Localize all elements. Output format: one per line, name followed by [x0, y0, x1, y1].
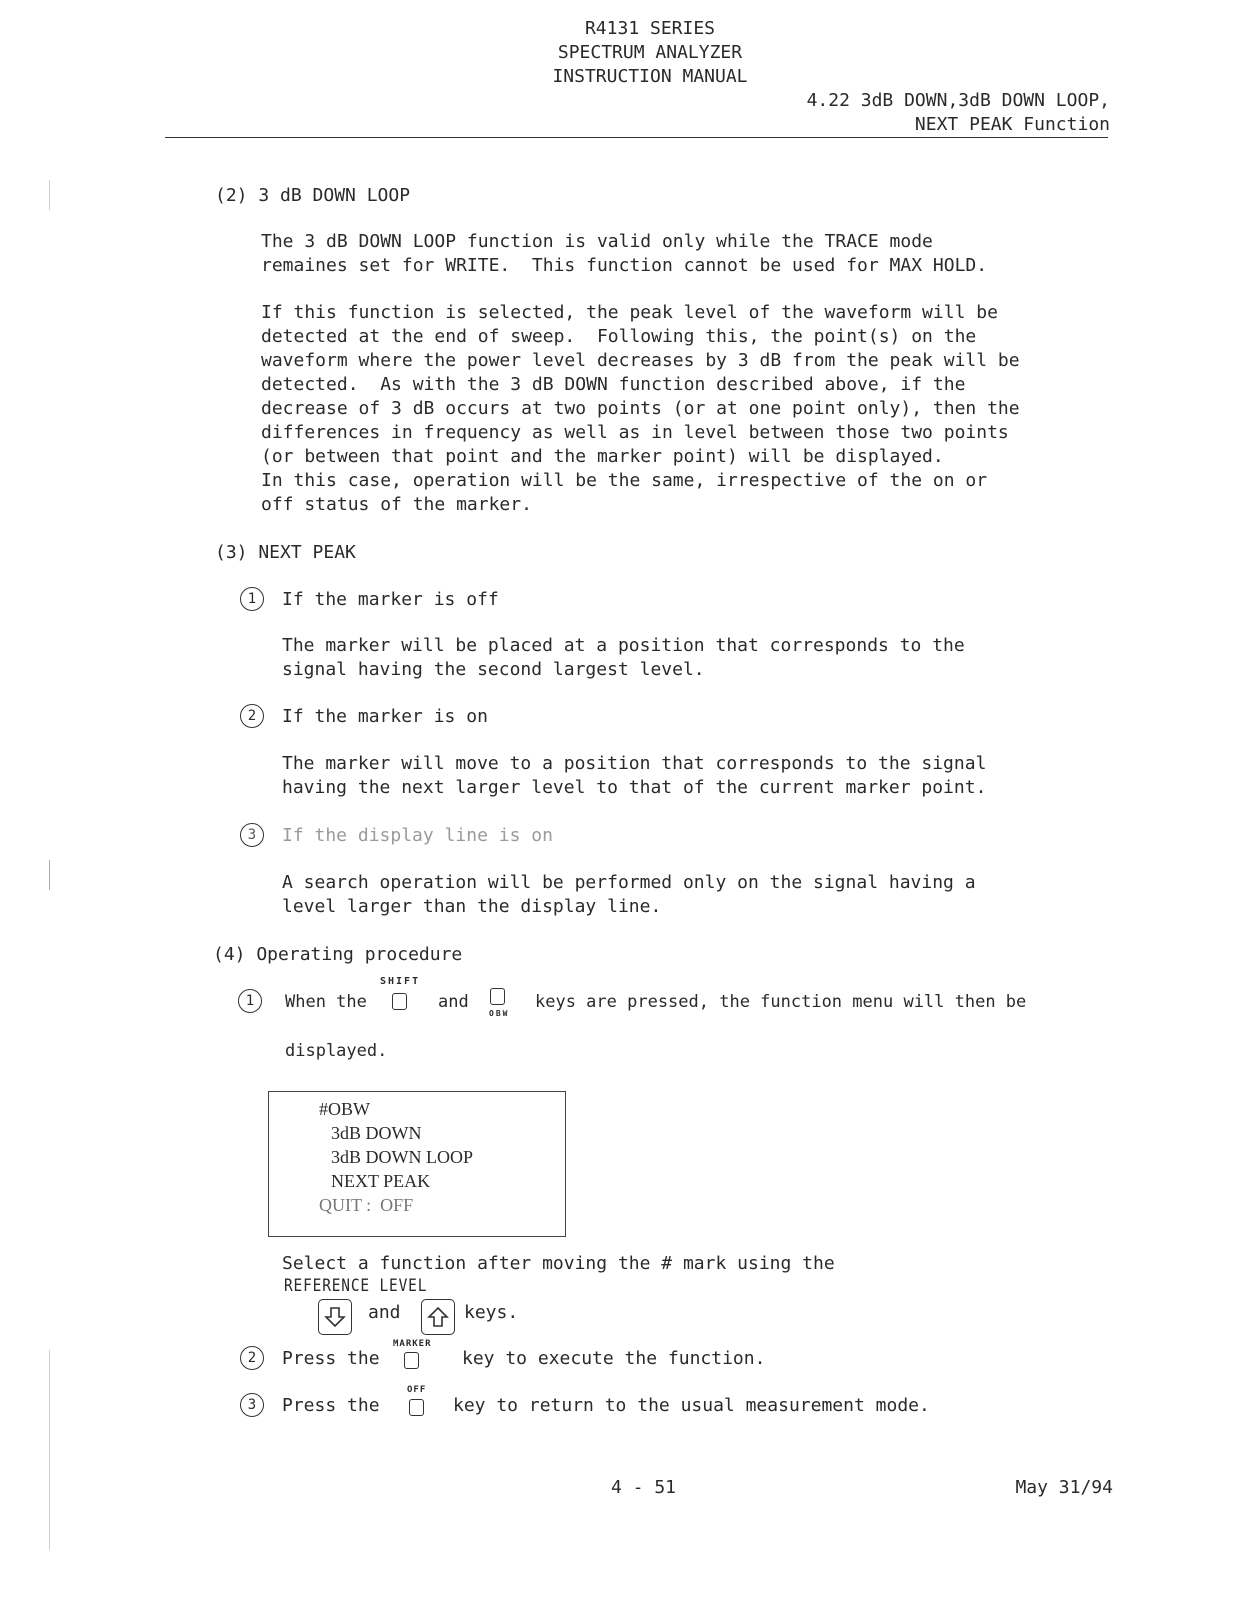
s2-p2-line: If this function is selected, the peak level of the waveform will be — [261, 302, 998, 323]
header-product: SPECTRUM ANALYZER — [557, 42, 743, 63]
step2-rest: key to execute the function. — [462, 1348, 766, 1369]
shift-key-icon — [392, 993, 407, 1010]
header-doc-type: INSTRUCTION MANUAL — [552, 66, 748, 87]
up-arrow-icon — [426, 1305, 450, 1329]
s2-p2-line: detected at the end of sweep. Following this, the point(s) on the — [261, 326, 977, 347]
step-number-circle: 3 — [240, 1393, 264, 1417]
obw-key-icon — [490, 988, 505, 1005]
revision-date: May 31/94 — [1015, 1477, 1113, 1498]
section-2-heading: (2) 3 dB DOWN LOOP — [215, 185, 411, 206]
page-number: 4 - 51 — [611, 1477, 677, 1498]
menu-item-3db-down-loop: 3dB DOWN LOOP — [331, 1147, 473, 1167]
margin-mark — [49, 180, 50, 210]
s3-item-body: having the next larger level to that of the current marker point. — [282, 777, 987, 798]
header-rule — [165, 137, 1108, 138]
s3-item-title: If the display line is on — [282, 825, 553, 846]
menu-item-next-peak: NEXT PEAK — [331, 1171, 431, 1191]
menu-item-quit: QUIT : OFF — [319, 1195, 414, 1215]
s2-p2-line: differences in frequency as well as in level between those two points — [261, 422, 1009, 443]
step1-text-rest: keys are pressed, the function menu will then be — [535, 992, 1027, 1012]
s2-p1-line: remaines set for WRITE. This function cannot be used for MAX HOLD. — [261, 255, 988, 276]
s3-item-body: level larger than the display line. — [282, 896, 662, 917]
down-arrow-icon — [323, 1305, 347, 1329]
section-title-line2: NEXT PEAK Function — [914, 114, 1110, 135]
menu-item-3db-down: 3dB DOWN — [331, 1123, 422, 1143]
step2-press: Press the — [282, 1348, 380, 1369]
margin-mark — [49, 1350, 50, 1550]
marker-key-icon — [404, 1352, 419, 1369]
section-title-line1: 4.22 3dB DOWN,3dB DOWN LOOP, — [806, 90, 1110, 111]
select-instruction: Select a function after moving the # mark using the — [282, 1253, 835, 1274]
section-3-heading: (3) NEXT PEAK — [215, 542, 356, 563]
step-number-circle: 1 — [238, 989, 262, 1013]
section-4-heading: (4) Operating procedure — [213, 944, 463, 965]
s2-p2-line: waveform where the power level decreases by 3 dB from the peak will be — [261, 350, 1020, 371]
menu-item-obw: #OBW — [319, 1099, 370, 1119]
step1-text-when: When the — [285, 992, 367, 1012]
s3-item-body: The marker will move to a position that corresponds to the signal — [282, 753, 987, 774]
keys-text: keys. — [464, 1302, 519, 1323]
s3-item-title: If the marker is on — [282, 706, 488, 727]
s3-item-title: If the marker is off — [282, 589, 499, 610]
off-key-label: OFF — [407, 1385, 427, 1395]
s2-p2-line: In this case, operation will be the same, irrespective of the on or — [261, 470, 988, 491]
step-number-circle: 1 — [240, 587, 264, 611]
s2-p1-line: The 3 dB DOWN LOOP function is valid only while the TRACE mode — [261, 231, 933, 252]
s2-p2-line: detected. As with the 3 dB DOWN function described above, if the — [261, 374, 966, 395]
s3-item-body: signal having the second largest level. — [282, 659, 705, 680]
up-arrow-key — [421, 1299, 455, 1335]
s2-p2-line: (or between that point and the marker point) will be displayed. — [261, 446, 944, 467]
marker-key-label: MARKER — [393, 1339, 432, 1349]
off-key-icon — [409, 1399, 424, 1416]
step-number-circle: 3 — [240, 823, 264, 847]
s3-item-body: A search operation will be performed only on the signal having a — [282, 872, 976, 893]
down-arrow-key — [318, 1299, 352, 1335]
step-number-circle: 2 — [240, 1346, 264, 1370]
function-menu-display — [268, 1091, 566, 1237]
margin-mark — [49, 860, 50, 890]
obw-key-label: OBW — [489, 1009, 510, 1018]
step-number-circle: 2 — [240, 704, 264, 728]
s2-p2-line: off status of the marker. — [261, 494, 532, 515]
step1-text-line2: displayed. — [285, 1041, 388, 1061]
s3-item-body: The marker will be placed at a position that corresponds to the — [282, 635, 965, 656]
header-series: R4131 SERIES — [584, 18, 716, 39]
shift-key-label: SHIFT — [380, 976, 421, 987]
reference-level-label: REFERENCE LEVEL — [284, 1276, 428, 1296]
step3-press: Press the — [282, 1395, 380, 1416]
s2-p2-line: decrease of 3 dB occurs at two points (or at one point only), then the — [261, 398, 1020, 419]
step3-rest: key to return to the usual measurement mode. — [453, 1395, 930, 1416]
and-text: and — [368, 1302, 401, 1323]
step1-text-and: and — [438, 992, 469, 1012]
